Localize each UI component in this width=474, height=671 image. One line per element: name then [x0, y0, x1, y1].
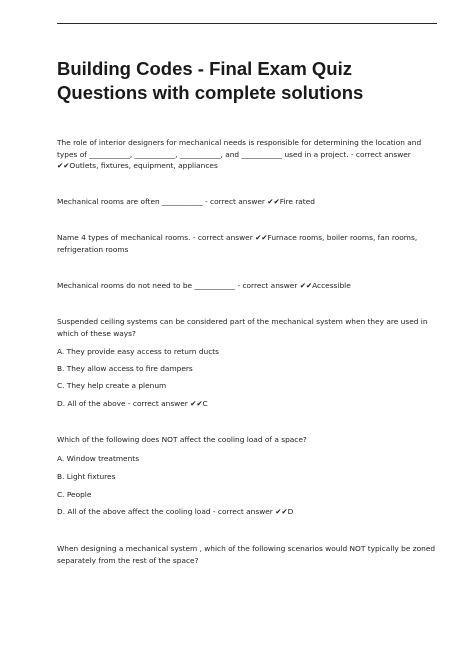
question-6: Which of the following does NOT affect the cooling load of a space? [57, 435, 307, 444]
question-6-option-b: B. Light fixtures [57, 472, 116, 481]
question-5-option-c: C. They help create a plenum [57, 381, 167, 390]
question-7: When designing a mechanical system , which of the following scenarios would NOT typically be zoned separately from the rest of the space? [57, 544, 438, 565]
question-6-option-c: C. People [57, 490, 92, 499]
question-5-option-d: D. All of the above - correct answer ✔✔C [57, 399, 208, 408]
question-5-option-b: B. They allow access to fire dampers [57, 364, 193, 373]
question-2: Mechanical rooms are often ___________ - correct answer ✔✔Fire rated [57, 197, 315, 206]
question-5-option-a: A. They provide easy access to return ducts [57, 347, 220, 356]
question-6-option-d: D. All of the above affect the cooling load - correct answer ✔✔D [57, 507, 294, 516]
question-1: The role of interior designers for mechanical needs is responsible for determining the location and types of ___________, ___________, ___________, and ___________ used in a project. - correct answer ✔✔Outlets, fixtures, equipment, appliances [57, 138, 424, 170]
document-title: Building Codes - Final Exam Quiz Questions with complete solutions [57, 58, 364, 103]
question-6-option-a: A. Window treatments [57, 454, 140, 463]
header-rule [57, 23, 437, 24]
question-4: Mechanical rooms do not need to be ___________ - correct answer ✔✔Accessible [57, 281, 351, 290]
question-5: Suspended ceiling systems can be considered part of the mechanical system when they are used in which of these ways? [57, 317, 430, 338]
question-3: Name 4 types of mechanical rooms. - correct answer ✔✔Furnace rooms, boiler rooms, fan rooms, refrigeration rooms [57, 233, 420, 254]
